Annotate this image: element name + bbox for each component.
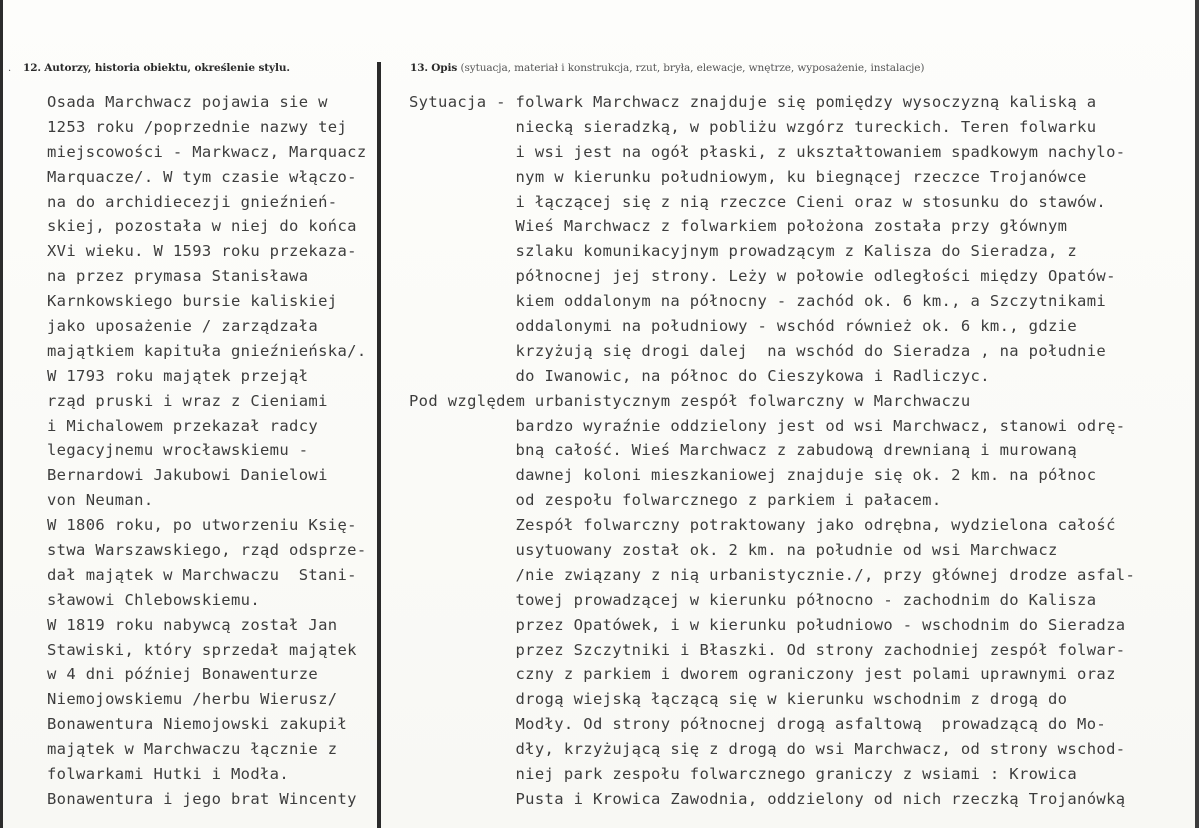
history-text-line: dał majątek w Marchwaczu Stani- <box>47 565 357 584</box>
history-text-line: legacyjnemu wrocławskiemu - <box>47 441 309 460</box>
section-13-title-rest: (sytuacja, materiał i konstrukcja, rzut, bryła, elewacje, wnętrze, wyposażenie, instalacje) <box>457 62 925 74</box>
description-text-line: kiem oddalonym na północny - zachód ok. 6 km., a Szczytnikami <box>409 292 1107 311</box>
description-text-line: przez Opatówek, i w kierunku południowo - wschodnim do Sieradza <box>409 615 1126 634</box>
history-text-line: 1253 roku /poprzednie nazwy tej <box>47 117 348 136</box>
description-text-line: dawnej koloni mieszkaniowej znajduje się ok. 2 km. na północ <box>409 466 1097 485</box>
history-text-line: rząd pruski i wraz z Cieniami <box>47 391 328 410</box>
description-text-line: północnej jej strony. Leży w połowie odległości między Opatów- <box>409 267 1116 286</box>
history-text-line: W 1793 roku majątek przejął <box>47 366 309 385</box>
history-text-line: Niemojowskiemu /herbu Wierusz/ <box>47 690 338 709</box>
description-text-line: Zespół folwarczny potraktowany jako odrębna, wydzielona całość <box>409 516 1116 535</box>
history-text-line: von Neuman. <box>47 491 154 510</box>
description-text-line: drogą wiejską łączącą się w kierunku wschodnim z drogą do <box>409 690 1068 709</box>
description-text-line: czny z parkiem i dworem ograniczony jest polami uprawnymi oraz <box>409 665 1116 684</box>
history-text-line: stwa Warszawskiego, rząd odsprze- <box>47 541 367 560</box>
history-text-line: W 1806 roku, po utworzeniu Księ- <box>47 516 357 535</box>
section-13-title-bold: Opis <box>431 62 458 74</box>
history-text-line: Stawiski, który sprzedał majątek <box>47 640 357 659</box>
description-text-line: bardzo wyraźnie oddzielony jest od wsi Marchwacz, stanowi odrę- <box>409 416 1126 435</box>
history-text-line: majątkiem kapituła gnieźnieńska/. <box>47 341 367 360</box>
history-text-line: w 4 dni później Bonawenturze <box>47 665 319 684</box>
history-text-line: Bonawentura Niemojowski zakupił <box>47 715 348 734</box>
history-text-line: Marquacze/. W tym czasie włączo- <box>47 167 357 186</box>
description-text-line: od zespołu folwarcznego z parkiem i pałacem. <box>409 491 942 510</box>
column-divider <box>377 62 381 828</box>
description-text-line: Wieś Marchwacz z folwarkiem położona została przy głównym <box>409 217 1068 236</box>
history-text-line: Karnkowskiego bursie kaliskiej <box>47 292 338 311</box>
history-text-line: na do archidiecezji gnieźnień- <box>47 192 338 211</box>
history-text-line: miejscowości - Markwacz, Marquacz <box>47 142 367 161</box>
description-text-line: oddalonymi na południowy - wschód również ok. 6 km., gdzie <box>409 317 1078 336</box>
description-text-line: krzyżują się drogi dalej na wschód do Sieradza , na południe <box>409 341 1107 360</box>
description-text-line: i wsi jest na ogół płaski, z ukształtowaniem spadkowym nachylo- <box>409 142 1126 161</box>
history-text-line: folwarkami Hutki i Modła. <box>47 765 290 784</box>
section-12-heading <box>23 62 290 74</box>
description-text-line: Pusta i Krowica Zawodnia, oddzielony od nich rzeczką Trojanówką <box>409 789 1126 808</box>
description-text-line: Sytuacja - folwark Marchwacz znajduje się pomiędzy wysoczyzną kaliską a <box>409 93 1097 111</box>
history-text-line: Osada Marchwacz pojawia sie w <box>47 93 328 111</box>
description-text-column <box>409 90 1135 812</box>
description-text-line: przez Szczytniki i Błaszki. Od strony zachodniej zespół folwar- <box>409 640 1126 659</box>
right-border <box>1195 0 1199 828</box>
history-text-column <box>47 90 367 812</box>
history-text-line: Bonawentura i jego brat Wincenty <box>47 789 357 808</box>
history-text-line: jako uposażenie / zarządzała <box>47 317 319 336</box>
history-text-line: sławowi Chlebowskiemu. <box>47 590 260 609</box>
section-12-title-rest: historia obiektu, określenie stylu. <box>91 62 290 74</box>
description-text-line: niej park zespołu folwarcznego graniczy z wsiami : Krowica <box>409 765 1078 784</box>
history-text-line: skiej, pozostała w niej do końca <box>47 217 357 236</box>
description-text-line: nym w kierunku południowym, ku biegnącej rzeczce Trojanówce <box>409 167 1087 186</box>
description-text-line: niecką sieradzką, w pobliżu wzgórz tureckich. Teren folwarku <box>409 117 1097 136</box>
section-12-title-bold: Autorzy, <box>44 62 92 74</box>
description-text-line: Pod względem urbanistycznym zespół folwarczny w Marchwaczu <box>409 391 971 410</box>
history-text-line: XVi wieku. W 1593 roku przekaza- <box>47 242 357 261</box>
margin-dot: · <box>8 66 12 77</box>
description-text-line: szlaku komunikacyjnym prowadzącym z Kalisza do Sieradza, z <box>409 242 1078 261</box>
description-text-line: i łączącej się z nią rzeczce Cieni oraz w stosunku do stawów. <box>409 192 1107 211</box>
description-text-line: Modły. Od strony północnej drogą asfaltową prowadzącą do Mo- <box>409 715 1107 734</box>
history-text-line: W 1819 roku nabywcą został Jan <box>47 615 338 634</box>
description-text-line: usytuowany został ok. 2 km. na południe od wsi Marchwacz <box>409 541 1058 560</box>
left-border <box>0 0 3 828</box>
description-text-line: bną całość. Wieś Marchwacz z zabudową drewnianą i murowaną <box>409 441 1078 460</box>
description-text-line: do Iwanowic, na północ do Cieszykowa i Radliczyc. <box>409 366 990 385</box>
section-13-number: 13. <box>410 62 428 74</box>
history-text-line: i Michalowem przekazał radcy <box>47 416 319 435</box>
history-text-line: na przez prymasa Stanisława <box>47 267 309 286</box>
history-text-line: Bernardowi Jakubowi Danielowi <box>47 466 328 485</box>
description-text-line: towej prowadzącej w kierunku północno - zachodnim do Kalisza <box>409 590 1097 609</box>
description-text-line: dły, krzyżującą się z drogą do wsi Marchwacz, od strony wschod- <box>409 740 1126 759</box>
description-text-line: /nie związany z nią urbanistycznie./, przy głównej drodze asfal- <box>409 565 1136 584</box>
section-13-heading <box>410 62 924 74</box>
history-text-line: majątek w Marchwaczu łącznie z <box>47 740 338 759</box>
section-12-number: 12. <box>23 62 41 74</box>
